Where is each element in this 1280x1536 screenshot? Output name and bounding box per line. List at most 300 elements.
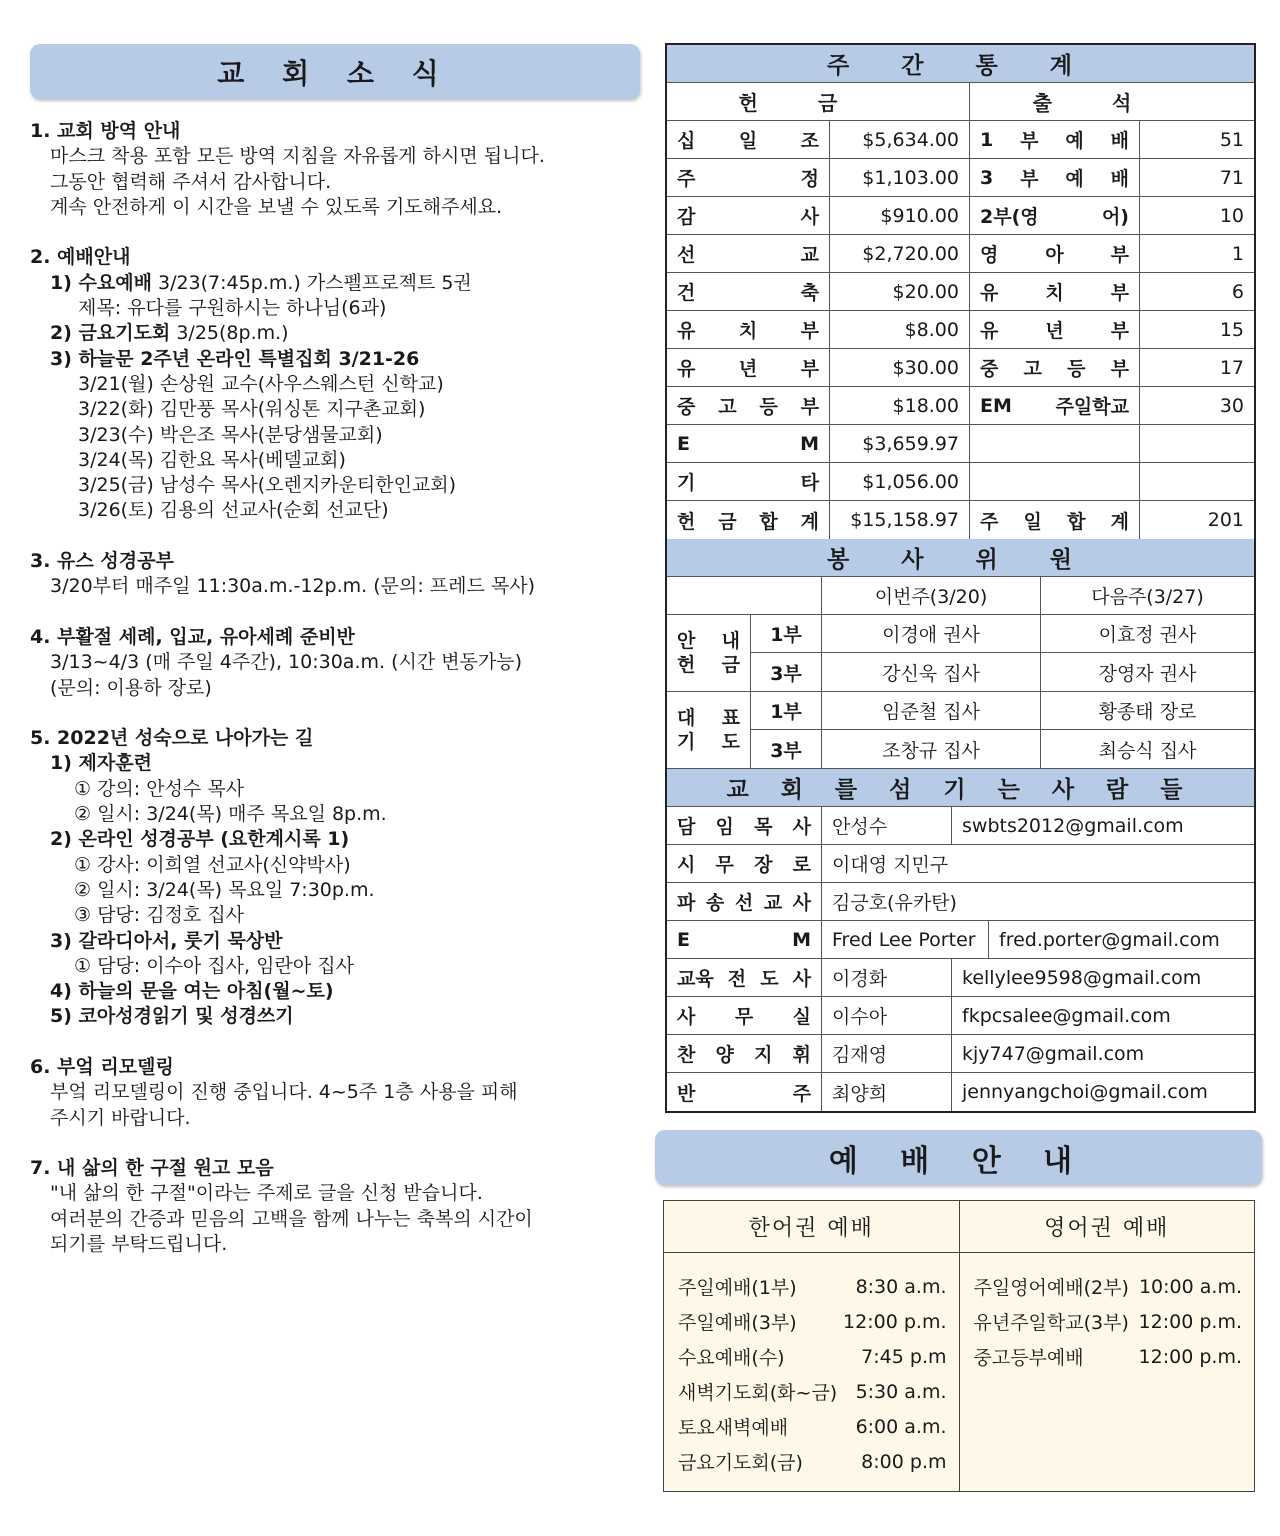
- label-part: 고: [1023, 358, 1042, 380]
- offering-label: [667, 425, 830, 462]
- offering-amount: $15,158.97: [830, 501, 970, 539]
- news-item-1: [30, 119, 640, 220]
- label-part: 전: [727, 968, 747, 990]
- staff-email: jennyangchoi@gmail.com: [962, 1081, 1208, 1103]
- label-part: 배: [1110, 130, 1129, 152]
- worship-item: [678, 1269, 947, 1304]
- news-subitem: 5) 코아성경읽기 및 성경쓰기: [50, 1005, 294, 1028]
- offering-label: [667, 273, 830, 310]
- worship-name: 주일예배(3부): [678, 1312, 797, 1334]
- stats-row: [667, 425, 1254, 463]
- label-part: 합: [759, 510, 778, 533]
- group-label-line: [677, 653, 740, 677]
- label-part: 예: [1065, 130, 1084, 152]
- label-part: 도: [721, 731, 740, 753]
- label-part: 교육: [677, 968, 714, 990]
- church-news-section: [30, 44, 640, 1283]
- group-label-line: [677, 706, 740, 730]
- label-part: 계: [800, 510, 819, 533]
- label-part: 주: [677, 168, 696, 190]
- news-line: 3/26(토) 김용의 선교사(순회 선교단): [78, 499, 389, 522]
- staff-email: fred.porter@gmail.com: [999, 928, 1220, 951]
- volunteers-header-blank: [667, 577, 822, 614]
- news-line: 그동안 협력해 주셔서 감사합니다.: [50, 170, 332, 193]
- label-part: 로: [792, 854, 811, 876]
- offering-amount: $3,659.97: [830, 425, 970, 462]
- label-part: 부: [1110, 244, 1129, 266]
- attendance-count: [1140, 463, 1254, 500]
- label-part: 도: [760, 968, 779, 990]
- staff-name: 김긍호(유카탄): [832, 892, 957, 914]
- label-part: 금: [718, 510, 737, 533]
- label-part: 년: [1045, 320, 1064, 342]
- label-part: M: [800, 432, 819, 455]
- label-part: E: [677, 432, 690, 455]
- this-week-volunteer: 강신욱 집사: [822, 653, 1041, 691]
- news-line: 3/23(수) 박은조 목사(분당샘물교회): [78, 423, 383, 446]
- offering-amount: $5,634.00: [830, 121, 970, 158]
- news-subitem: 3) 하늘문 2주년 온라인 특별집회 3/21-26: [50, 347, 420, 370]
- worship-item: [974, 1269, 1243, 1304]
- staff-title: 교 회 를 섬 기 는 사 람 들: [667, 769, 1254, 807]
- offering-header: 헌금: [667, 83, 970, 120]
- attendance-label: [970, 121, 1140, 158]
- staff-rows: [667, 807, 1254, 1111]
- news-subitem: 3) 갈라디아서, 룻기 묵상반: [50, 929, 283, 952]
- worship-schedule: [663, 1200, 1255, 1492]
- worship-name: 주일영어예배(2부): [973, 1277, 1129, 1299]
- label-part: 3: [980, 166, 994, 189]
- staff-name: 안성수: [822, 807, 952, 844]
- news-line: ③ 담당: 김정호 집사: [74, 904, 245, 927]
- offering-amount: $18.00: [830, 387, 970, 424]
- stats-row: [667, 273, 1254, 311]
- attendance-label: [970, 235, 1140, 272]
- worship-item: [678, 1409, 947, 1444]
- prayer-label: [667, 692, 751, 768]
- worship-time: 10:00 a.m.: [1138, 1275, 1242, 1298]
- staff-name: 이경화: [822, 959, 952, 996]
- volunteers-title: 봉 사 위 원: [667, 539, 1254, 577]
- label-part: 유: [677, 320, 696, 342]
- label-part: 헌: [677, 654, 696, 676]
- this-week-header: 이번주(3/20): [822, 577, 1041, 614]
- label-part: 유: [980, 320, 999, 342]
- attendance-count: 1: [1231, 242, 1244, 265]
- english-worship-column: [959, 1201, 1255, 1491]
- label-part: 유: [980, 282, 999, 304]
- worship-time: 12:00 p.m.: [1138, 1345, 1242, 1368]
- label-part: 교: [800, 244, 819, 266]
- news-subitem: [30, 271, 640, 296]
- label-part: 기: [677, 731, 696, 753]
- offering-label: [667, 463, 830, 500]
- news-subitem: 2) 온라인 성경공부 (요한계시록 1): [50, 828, 350, 851]
- label-part: 장: [754, 854, 773, 876]
- news-line: ① 강사: 이희열 선교사(신약박사): [74, 853, 351, 876]
- news-item-5: [30, 726, 640, 1030]
- news-line: ① 강의: 안성수 목사: [74, 777, 245, 800]
- korean-worship-list: [664, 1253, 959, 1479]
- attendance-label: [970, 349, 1140, 386]
- offering-label: [667, 349, 830, 386]
- offering-label: [667, 311, 830, 348]
- prayer-rows: [751, 692, 1254, 768]
- attendance-count: 6: [1231, 280, 1244, 303]
- label-part: 선: [677, 244, 696, 266]
- attendance-count: 10: [1219, 204, 1244, 227]
- label-part: 1: [980, 128, 994, 151]
- label-part: 내: [721, 630, 740, 652]
- label-part: 유: [677, 358, 696, 380]
- label-part: 부: [1020, 168, 1039, 190]
- label-part: M: [792, 928, 811, 951]
- this-week-volunteer: 이경애 권사: [822, 615, 1041, 652]
- offering-amount: $30.00: [830, 349, 970, 386]
- staff-name: 최양희: [822, 1073, 952, 1111]
- english-worship-header: 영어권 예배: [960, 1201, 1255, 1253]
- church-news-title: 교 회 소 식: [30, 44, 640, 99]
- english-worship-list: [960, 1253, 1255, 1374]
- offering-amount: $1,103.00: [830, 159, 970, 196]
- subitem-label: 1) 수요예배: [50, 271, 152, 294]
- volunteer-row: [751, 653, 1254, 691]
- offering-label: [667, 197, 830, 234]
- staff-row-pastor: [667, 807, 1254, 845]
- label-part: 2부(영: [980, 206, 1039, 228]
- news-line: 부엌 리모델링이 진행 중입니다. 4~5주 1층 사용을 피해: [50, 1081, 518, 1104]
- news-subitem: 4) 하늘의 문을 여는 아침(월~토): [50, 980, 334, 1003]
- worship-time: 7:45 p.m: [861, 1345, 947, 1368]
- label-part: 일: [738, 130, 758, 152]
- label-part: 정: [800, 168, 819, 190]
- label-part: 임: [715, 816, 734, 838]
- label-part: 타: [800, 472, 819, 494]
- staff-role: [667, 883, 822, 920]
- label-part: 건: [677, 282, 696, 304]
- label-part: 기: [677, 472, 696, 494]
- news-line: (문의: 이용하 장로): [50, 676, 212, 699]
- label-part: 일: [1023, 510, 1042, 533]
- attendance-count: 17: [1219, 356, 1244, 379]
- offering-label: [667, 121, 830, 158]
- next-week-volunteer: 장영자 권사: [1098, 662, 1197, 685]
- label-part: 부: [1110, 282, 1129, 304]
- staff-name: Fred Lee Porter: [822, 921, 989, 958]
- worship-item: [678, 1339, 947, 1374]
- this-week-volunteer: 임준철 집사: [822, 692, 1041, 729]
- weekly-stats-table: [665, 43, 1256, 1113]
- volunteer-row: [751, 730, 1254, 768]
- label-part: 등: [759, 396, 778, 418]
- label-part: 감: [677, 206, 696, 228]
- worship-time: 6:00 a.m.: [855, 1415, 947, 1438]
- news-subitem: [30, 321, 640, 346]
- label-part: 고: [718, 396, 737, 418]
- news-item-title: 7. 내 삶의 한 구절 원고 모음: [30, 1157, 274, 1180]
- offering-amount: $910.00: [830, 197, 970, 234]
- label-part: 년: [738, 358, 758, 380]
- label-part: 사: [792, 892, 811, 914]
- offering-label: [667, 387, 830, 424]
- usher-offering-group: [667, 615, 1254, 692]
- stats-row: [667, 349, 1254, 387]
- stats-row: [667, 235, 1254, 273]
- worship-time: 12:00 p.m.: [843, 1310, 947, 1333]
- label-part: 금: [721, 654, 740, 676]
- label-part: 영: [980, 244, 999, 266]
- prayer-group: [667, 692, 1254, 769]
- news-line: "내 삶의 한 구절"이라는 주제로 글을 신청 받습니다.: [50, 1182, 483, 1205]
- attendance-count: 15: [1219, 318, 1244, 341]
- worship-time: 8:30 a.m.: [855, 1275, 947, 1298]
- news-line: 여러분의 간증과 믿음의 고백을 함께 나누는 축복의 시간이: [50, 1207, 533, 1230]
- next-week-volunteer: 최승식 집사: [1098, 739, 1197, 762]
- label-part: 등: [1067, 358, 1086, 380]
- label-part: 담: [677, 816, 696, 838]
- next-week-header: 다음주(3/27): [1091, 586, 1204, 608]
- staff-row-em: [667, 921, 1254, 959]
- label-part: 주: [980, 510, 999, 533]
- label-part: 치: [738, 320, 758, 342]
- news-line: 3/20부터 매주일 11:30a.m.-12p.m. (문의: 프레드 목사): [50, 575, 536, 598]
- offering-amount: $20.00: [830, 273, 970, 310]
- usher-offering-rows: [751, 615, 1254, 691]
- staff-role: [667, 997, 822, 1034]
- news-subitem: 1) 제자훈련: [50, 752, 152, 775]
- label-part: 안: [677, 630, 696, 652]
- label-part: 부: [800, 320, 819, 342]
- news-item-4: [30, 625, 640, 701]
- news-line: ② 일시: 3/24(목) 매주 목요일 8p.m.: [74, 803, 387, 826]
- service-part: 3부: [751, 653, 822, 691]
- attendance-label: [970, 273, 1140, 310]
- staff-row-missionary: [667, 883, 1254, 921]
- worship-name: 토요새벽예배: [678, 1417, 789, 1439]
- subitem-text: 3/25(8p.m.): [170, 322, 289, 345]
- staff-role: [667, 1035, 822, 1072]
- worship-name: 유년주일학교(3부): [973, 1312, 1129, 1334]
- news-line: 주시기 바랍니다.: [50, 1106, 191, 1129]
- label-part: 부: [1110, 320, 1129, 342]
- label-part: 표: [721, 707, 740, 729]
- staff-role: [667, 845, 822, 882]
- label-part: 지: [754, 1044, 773, 1066]
- group-label-line: [677, 730, 740, 754]
- attendance-count: 51: [1219, 128, 1244, 151]
- label-part: 아: [1045, 244, 1064, 266]
- staff-role: [667, 921, 822, 958]
- worship-item: [974, 1304, 1243, 1339]
- staff-row-edu: [667, 959, 1254, 997]
- attendance-label: [970, 311, 1140, 348]
- label-part: 중: [980, 358, 999, 380]
- attendance-count: [1140, 425, 1254, 462]
- staff-email: fkpcsalee@gmail.com: [962, 1004, 1171, 1027]
- label-part: 무: [734, 1006, 754, 1028]
- worship-item: [678, 1374, 947, 1409]
- staff-email: kjy747@gmail.com: [962, 1042, 1145, 1065]
- usher-offering-label: [667, 615, 751, 691]
- service-part: 1부: [751, 692, 822, 729]
- label-part: 계: [1110, 510, 1129, 533]
- label-part: 사: [800, 206, 819, 228]
- offering-label: [667, 501, 830, 539]
- label-part: 실: [792, 1006, 811, 1028]
- label-part: 사: [792, 816, 811, 838]
- staff-row-accomp: [667, 1073, 1254, 1111]
- stats-row: [667, 159, 1254, 197]
- news-line: 3/21(월) 손상원 교수(사우스웨스턴 신학교): [78, 372, 444, 395]
- staff-role: [667, 807, 822, 844]
- offering-label: [667, 235, 830, 272]
- attendance-count: 71: [1219, 166, 1244, 189]
- label-part: 사: [792, 968, 811, 990]
- worship-name: 새벽기도회(화~금): [678, 1382, 838, 1404]
- stats-row: [667, 387, 1254, 425]
- korean-worship-column: [664, 1201, 959, 1491]
- news-line: 계속 안전하게 이 시간을 보낼 수 있도록 기도해주세요.: [50, 195, 503, 218]
- label-part: 선: [734, 892, 754, 914]
- news-item-title: 3. 유스 성경공부: [30, 550, 174, 573]
- label-part: 파: [677, 892, 696, 914]
- news-line: 3/13~4/3 (매 주일 4주간), 10:30a.m. (시간 변동가능): [50, 651, 523, 674]
- service-part: 3부: [751, 730, 822, 768]
- label-part: 주일학교: [1055, 396, 1129, 418]
- staff-name: 김재영: [822, 1035, 952, 1072]
- stats-rows: [667, 121, 1254, 539]
- staff-name: 이수아: [822, 997, 952, 1034]
- label-part: 합: [1067, 510, 1086, 533]
- label-part: 대: [677, 707, 696, 729]
- label-part: 사: [677, 1006, 696, 1028]
- news-line: 제목: 유다를 구원하시는 하나님(6과): [78, 297, 387, 320]
- group-label-line: [677, 629, 740, 653]
- news-line: ② 일시: 3/24(목) 목요일 7:30p.m.: [74, 878, 375, 901]
- stats-row: [667, 311, 1254, 349]
- news-item-title: 2. 예배안내: [30, 246, 131, 269]
- label-part: 부: [1020, 130, 1039, 152]
- offering-label: [667, 159, 830, 196]
- label-part: 부: [800, 396, 819, 418]
- label-part: 목: [754, 816, 773, 838]
- label-part: 부: [800, 358, 819, 380]
- attendance-count: 201: [1207, 509, 1244, 531]
- news-line: 되기를 부탁드립니다.: [50, 1233, 228, 1256]
- label-part: 어): [1101, 206, 1129, 228]
- subitem-text: 3/23(7:45p.m.) 가스펠프로젝트 5권: [151, 271, 472, 294]
- subitem-label: 2) 금요기도회: [50, 322, 171, 345]
- label-part: 교: [763, 892, 783, 914]
- stats-row: [667, 501, 1254, 539]
- attendance-label: [970, 501, 1140, 539]
- staff-email: kellylee9598@gmail.com: [962, 966, 1202, 989]
- staff-name: 이대영 지민구: [832, 854, 949, 876]
- news-item-6: [30, 1055, 640, 1131]
- news-item-3: [30, 549, 640, 600]
- attendance-label: [970, 159, 1140, 196]
- label-part: 반: [677, 1082, 696, 1105]
- label-part: 치: [1045, 282, 1064, 304]
- worship-name: 수요예배(수): [678, 1347, 785, 1369]
- label-part: 조: [800, 130, 819, 152]
- news-item-title: 4. 부활절 세례, 입교, 유아세례 준비반: [30, 625, 355, 648]
- weekly-stats-title: 주 간 통 계: [667, 45, 1254, 83]
- attendance-label: [970, 387, 1140, 424]
- stats-header-row: [667, 83, 1254, 121]
- label-part: 시: [677, 854, 696, 876]
- korean-worship-header: 한어권 예배: [664, 1201, 959, 1253]
- service-part: 1부: [751, 615, 822, 652]
- attendance-label: [970, 425, 1140, 462]
- worship-item: [974, 1339, 1243, 1374]
- volunteer-row: [751, 692, 1254, 730]
- worship-item: [678, 1444, 947, 1479]
- worship-time: 8:00 p.m: [861, 1450, 947, 1473]
- news-item-title: 1. 교회 방역 안내: [30, 120, 181, 142]
- stats-row: [667, 121, 1254, 159]
- label-part: 배: [1110, 168, 1129, 190]
- label-part: 축: [800, 282, 819, 304]
- news-line: 3/25(금) 남성수 목사(오렌지카운티한인교회): [78, 474, 457, 497]
- news-line: 3/24(목) 김한요 목사(베델교회): [78, 448, 346, 471]
- stats-row: [667, 463, 1254, 501]
- label-part: 송: [705, 892, 725, 914]
- news-item-2: [30, 245, 640, 523]
- worship-name: 중고등부예배: [973, 1347, 1084, 1369]
- label-part: 부: [1110, 358, 1129, 380]
- worship-time: 5:30 a.m.: [855, 1380, 947, 1403]
- label-part: 무: [715, 854, 734, 876]
- worship-time: 12:00 p.m.: [1138, 1310, 1242, 1333]
- offering-amount: $8.00: [830, 311, 970, 348]
- stats-row: [667, 197, 1254, 235]
- staff-row-elders: [667, 845, 1254, 883]
- worship-name: 주일예배(1부): [678, 1277, 797, 1299]
- staff-role: [667, 1073, 822, 1111]
- label-part: 주: [792, 1082, 811, 1105]
- label-part: 중: [677, 396, 696, 418]
- label-part: 휘: [792, 1044, 811, 1066]
- staff-email: swbts2012@gmail.com: [962, 814, 1184, 837]
- label-part: 양: [715, 1044, 734, 1066]
- news-list: [30, 119, 640, 1257]
- next-week-volunteer: 이효정 권사: [1098, 624, 1197, 646]
- attendance-label: [970, 463, 1140, 500]
- worship-title: 예 배 안 내: [655, 1130, 1262, 1185]
- worship-item: [678, 1304, 947, 1339]
- news-item-7: [30, 1156, 640, 1257]
- offering-amount: $1,056.00: [830, 463, 970, 500]
- label-part: E: [677, 928, 690, 951]
- label-part: 헌: [677, 510, 696, 533]
- this-week-volunteer: 조창규 집사: [822, 730, 1041, 768]
- volunteer-row: [751, 615, 1254, 653]
- attendance-label: [970, 197, 1140, 234]
- volunteers-header-row: [667, 577, 1254, 615]
- attendance-count: 30: [1219, 394, 1244, 417]
- attendance-header: 출석: [1032, 91, 1192, 115]
- next-week-volunteer: 황종태 장로: [1098, 701, 1197, 723]
- news-item-title: 6. 부엌 리모델링: [30, 1055, 174, 1078]
- label-part: 찬: [677, 1044, 696, 1066]
- staff-row-office: [667, 997, 1254, 1035]
- label-part: EM: [980, 394, 1012, 417]
- label-part: 예: [1065, 168, 1084, 190]
- news-line: ① 담당: 이수아 집사, 임란아 집사: [74, 954, 354, 977]
- staff-row-choir: [667, 1035, 1254, 1073]
- worship-name: 금요기도회(금): [678, 1452, 803, 1474]
